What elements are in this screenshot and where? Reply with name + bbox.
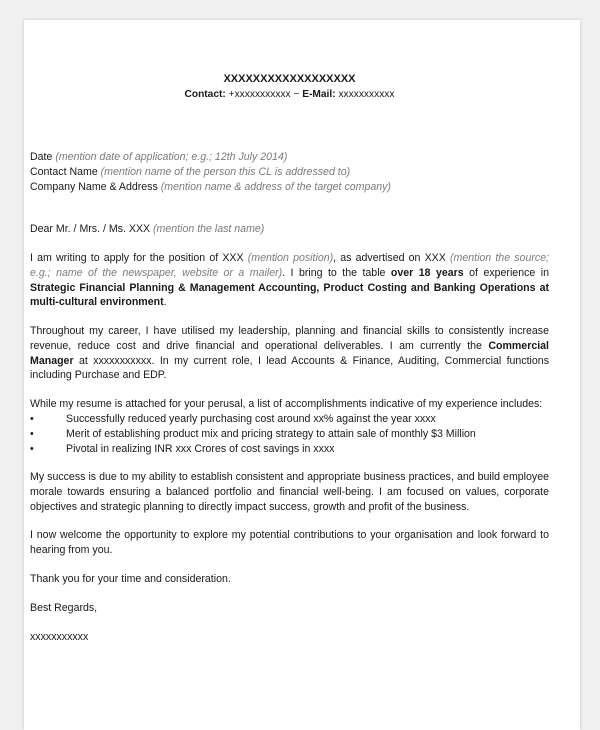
para1-hint-source: (mention the source; e.g.; name of the newspaper, website or a mailer): [30, 252, 549, 279]
para2-text-1: Throughout my career, I have utilised my leadership, planning and financial skills to consistently increase revenue, reduce cost and drive financial and operational deliverables. I am currently the: [30, 325, 549, 352]
company-line: [30, 180, 549, 195]
para1-bold-years: over 18 years: [390, 266, 464, 279]
para2-bold-role: Commercial Manager: [30, 339, 549, 367]
accomplishments-intro: While my resume is attached for your perusal, a list of accomplishments indicative of my experience includes:: [30, 398, 543, 410]
para1-bold-expertise: Strategic Financial Planning & Management Accounting, Product Costing and Banking Operations at multi-cultural environment: [30, 281, 549, 309]
bullet-symbol: •: [30, 443, 34, 455]
bullet-text: Pivotal in realizing INR xxx Crores of cost savings in xxxx: [66, 443, 335, 455]
contact-value: +xxxxxxxxxxx ~: [225, 89, 303, 100]
date-line: [30, 150, 549, 165]
bullet-symbol: •: [30, 413, 34, 425]
paragraph-intro: [30, 251, 549, 310]
contact-line: [30, 88, 549, 103]
contact-label: Contact:: [184, 89, 226, 100]
para1-text-4: of experience in: [463, 266, 549, 279]
company-label: Company Name & Address: [30, 180, 161, 193]
list-item: [30, 412, 549, 427]
para1-text-5: .: [163, 296, 167, 309]
salutation-text: Dear Mr. / Mrs. / Ms. XXX: [30, 223, 154, 235]
para1-hint-position: (mention position): [247, 252, 334, 264]
paragraph-closing: I now welcome the opportunity to explore my potential contributions to your organisation and look forward to hearing from you.: [30, 529, 549, 556]
applicant-name: XXXXXXXXXXXXXXXXXX: [223, 73, 356, 85]
regards-line: Best Regards,: [30, 602, 98, 614]
salutation: [30, 222, 549, 237]
para2-text-2: at xxxxxxxxxxx. In my current role, I lead Accounts & Finance, Auditing, Commercial functions including Purchase and EDP.: [30, 354, 549, 382]
para1-text-1: I am writing to apply for the position of XXX: [30, 252, 248, 264]
thanks-line: Thank you for your time and consideration.: [30, 573, 231, 585]
list-item: [30, 427, 549, 442]
bullet-text: Successfully reduced yearly purchasing cost around xx% against the year xxxx: [66, 413, 436, 425]
signature-line: xxxxxxxxxxx: [30, 631, 89, 643]
para1-text-2: , as advertised on XXX: [333, 252, 450, 264]
paragraph-success: My success is due to my ability to establish consistent and appropriate business practices, and build employee morale towards ensuring a balanced portfolio and financial well-being. I am focused on values, corporate objectives and strategic planning to directly impact success, growth and profit of the business.: [30, 471, 549, 513]
bullet-symbol: •: [30, 428, 34, 440]
contact-name-hint: (mention name of the person this CL is addressed to): [100, 165, 351, 178]
salutation-hint: (mention the last name): [153, 223, 265, 235]
list-item: [30, 442, 549, 457]
contact-name-line: [30, 165, 549, 180]
para1-text-3: . I bring to the table: [282, 266, 391, 279]
email-value: xxxxxxxxxxx: [335, 89, 395, 100]
date-hint: (mention date of application; e.g.; 12th July 2014): [55, 151, 288, 163]
email-label: E-Mail:: [302, 89, 336, 100]
bullet-text: Merit of establishing product mix and pricing strategy to attain sale of monthly $3 Million: [66, 428, 476, 440]
contact-name-label: Contact Name: [30, 165, 101, 178]
date-label: Date: [30, 151, 56, 163]
address-block: [30, 150, 549, 194]
paragraph-career: [30, 324, 549, 383]
company-hint: (mention name & address of the target company): [160, 180, 391, 193]
